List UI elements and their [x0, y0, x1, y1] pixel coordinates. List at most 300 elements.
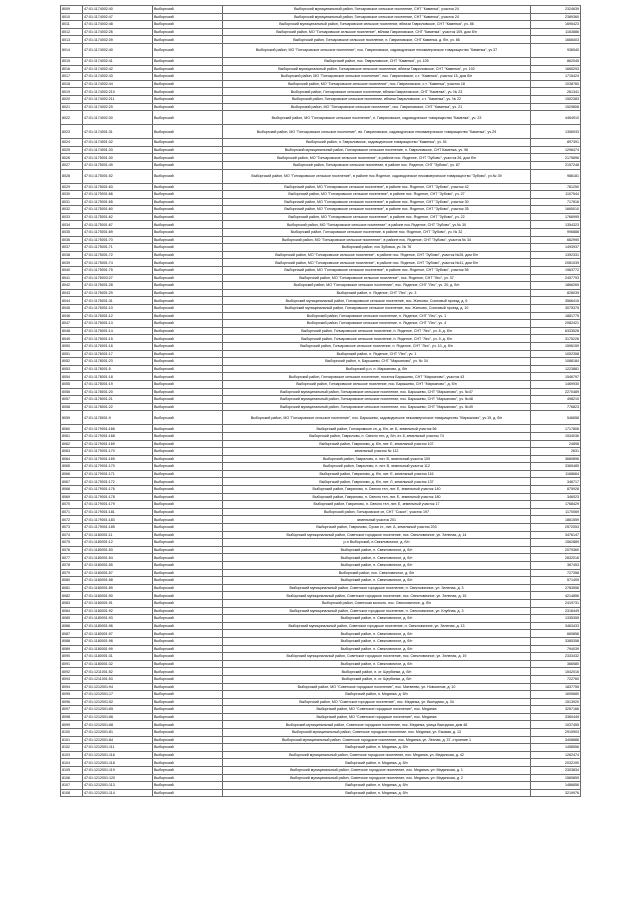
- value-cell: 1562889: [531, 539, 581, 547]
- district-cell: Выборгский: [153, 125, 223, 139]
- district-cell: Выборгский: [153, 229, 223, 237]
- cadastral-number-cell: 47:01:1174001:33: [83, 146, 153, 154]
- value-cell: 2175896: [531, 154, 581, 162]
- district-cell: Выборгский: [153, 388, 223, 396]
- district-cell: Выборгский: [153, 111, 223, 125]
- table-row: [61, 36, 581, 44]
- table-row: [61, 236, 581, 244]
- row-number-cell: 8045: [61, 305, 83, 313]
- table-row: [61, 425, 581, 433]
- row-number-cell: 8027: [61, 161, 83, 169]
- district-cell: Выборгский: [153, 729, 223, 737]
- table-row: [61, 161, 581, 169]
- district-cell: Выборгский: [153, 524, 223, 532]
- address-cell: Выборгский район, п. Свекловичное, д. б/н: [223, 577, 531, 585]
- value-cell: 571405: [531, 577, 581, 585]
- table-row: [61, 411, 581, 425]
- address-cell: Выборгский район, МО "Гончаровское сельское поселение", в районе пос. Яхденое, СНТ "Зубово", участок №26, дом б/н: [223, 251, 531, 259]
- row-number-cell: 8062: [61, 440, 83, 448]
- value-cell: 4464910: [531, 111, 581, 125]
- row-number-cell: 8034: [61, 221, 83, 229]
- value-cell: 1963772: [531, 267, 581, 275]
- address-cell: Выборгский район, Гаврилово, п. Свекло тел, лит. Е, земельный участок 180: [223, 493, 531, 501]
- row-number-cell: 8086: [61, 622, 83, 630]
- district-cell: Выборгский: [153, 65, 223, 73]
- address-cell: Выборгский район, п. Медянка, д. б/н: [223, 691, 531, 699]
- cadastral-number-cell: 47:01:1175001:60: [83, 206, 153, 214]
- value-cell: 1546797: [531, 373, 581, 381]
- table-row: [61, 213, 581, 221]
- table-row: [61, 524, 581, 532]
- table-row: [61, 169, 581, 183]
- cadastral-number-cell: 47:01:1174002:211: [83, 95, 153, 103]
- value-cell: 2303834: [531, 767, 581, 775]
- row-number-cell: 8051: [61, 350, 83, 358]
- district-cell: Выборгский: [153, 221, 223, 229]
- district-cell: Выборгский: [153, 289, 223, 297]
- value-cell: 1665010: [531, 206, 581, 214]
- address-cell: Выборгский район, п. ст. Щербинки, д. б/н: [223, 675, 531, 683]
- cadastral-number-cell: 47:01:1175001:74: [83, 259, 153, 267]
- value-cell: 1296474: [531, 146, 581, 154]
- cadastral-number-cell: 47:01:1176001:29: [83, 289, 153, 297]
- value-cell: 1262474: [531, 751, 581, 759]
- row-number-cell: 8014: [61, 43, 83, 57]
- row-number-cell: 8103: [61, 751, 83, 759]
- cadastral-number-cell: 47:01:1174002:40: [83, 6, 153, 14]
- row-number-cell: 8012: [61, 28, 83, 36]
- district-cell: Выборгский: [153, 154, 223, 162]
- table-row: [61, 251, 581, 259]
- value-cell: 1493937: [531, 244, 581, 252]
- row-number-cell: 8021: [61, 103, 83, 111]
- row-number-cell: 8099: [61, 721, 83, 729]
- address-cell: Выборгский район, МО "Гончаровское сельское поселение", в районе пос. Яхденое, СНТ "Зубово", участок № 34: [223, 236, 531, 244]
- address-cell: Выборгский муниципальный район, Гончаровское сельское поселение, пос. Барышево, СНТ "Марьяново", уч. №48: [223, 396, 531, 404]
- value-cell: 1861559: [531, 516, 581, 524]
- value-cell: 662990: [531, 236, 581, 244]
- cadastral-number-cell: 47:01:1174002:44: [83, 80, 153, 88]
- cadastral-number-cell: 47:01:1174002:43: [83, 73, 153, 81]
- address-cell: земельный участок № 112: [223, 448, 531, 456]
- value-cell: 546658: [531, 411, 581, 425]
- address-cell: Выборгский муниципальный район, Гончаровское сельское поселение, СНТ "Каменка", участок 24: [223, 13, 531, 21]
- district-cell: Выборгский: [153, 36, 223, 44]
- value-cell: 1356933: [531, 125, 581, 139]
- address-cell: Выборгский район, п. Свекловичное, д. б/н: [223, 645, 531, 653]
- district-cell: Выборгский: [153, 440, 223, 448]
- district-cell: Выборгский: [153, 486, 223, 494]
- row-number-cell: 8088: [61, 637, 83, 645]
- value-cell: 988181: [531, 169, 581, 183]
- district-cell: Выборгский: [153, 305, 223, 313]
- value-cell: 1768429: [531, 501, 581, 509]
- land-plot-register-table: [60, 5, 581, 797]
- cadastral-number-cell: 47:01:1175001:72: [83, 251, 153, 259]
- value-cell: 936540: [531, 43, 581, 57]
- district-cell: Выборгский: [153, 698, 223, 706]
- cadastral-number-cell: 47:01:1180001:93: [83, 615, 153, 623]
- table-row: [61, 267, 581, 275]
- row-number-cell: 8010: [61, 13, 83, 21]
- cadastral-number-cell: 47:01:1179001:178: [83, 493, 153, 501]
- district-cell: Выборгский: [153, 335, 223, 343]
- cadastral-number-cell: 47:01:1179001:166: [83, 425, 153, 433]
- table-row: [61, 403, 581, 411]
- address-cell: Выборгский район, пос. Свекловичное, д. б/н: [223, 569, 531, 577]
- address-cell: Выборгский муниципальный район, Гончаровское сельское поселение, пос. Барышево, СНТ "Марьяново", уч. №47: [223, 388, 531, 396]
- value-cell: 24898: [531, 440, 581, 448]
- value-cell: 1565859: [531, 774, 581, 782]
- table-row: [61, 501, 581, 509]
- row-number-cell: 8032: [61, 206, 83, 214]
- row-number-cell: 8029: [61, 183, 83, 191]
- row-number-cell: 8061: [61, 432, 83, 440]
- district-cell: Выборгский: [153, 191, 223, 199]
- row-number-cell: 8030: [61, 191, 83, 199]
- row-number-cell: 8079: [61, 569, 83, 577]
- address-cell: Выборгский район, МО "Гончаровское сельское поселение", вл. Гавриловское, садоводческое некоммерческое товарищество "Каменка", уч.29: [223, 125, 531, 139]
- address-cell: Выборгский район, Гончаровское сельское поселение, п. Яхденое, СНТ "Лес", уч. 10, д. б/н: [223, 342, 531, 350]
- value-cell: 346023: [531, 493, 581, 501]
- row-number-cell: 8067: [61, 478, 83, 486]
- table-row: [61, 782, 581, 790]
- address-cell: Выборгский район, Гаврилово, п. Свекло тел, д. б/н, ат. 8, земельный участок 74: [223, 432, 531, 440]
- value-cell: 1665293: [531, 65, 581, 73]
- cadastral-number-cell: 47:01:1178001:20: [83, 388, 153, 396]
- table-row: [61, 21, 581, 29]
- value-cell: 1837755: [531, 683, 581, 691]
- cadastral-number-cell: 47:01:1179001:181: [83, 508, 153, 516]
- district-cell: Выборгский: [153, 396, 223, 404]
- district-cell: Выборгский: [153, 88, 223, 96]
- value-cell: 1335355: [531, 615, 581, 623]
- district-cell: Выборгский: [153, 546, 223, 554]
- district-cell: Выборгский: [153, 251, 223, 259]
- district-cell: Выборгский: [153, 584, 223, 592]
- table-row: [61, 675, 581, 683]
- address-cell: Выборгский район, п. Барышево, СНТ "Марьяново", уч. № 34: [223, 358, 531, 366]
- district-cell: Выборгский: [153, 691, 223, 699]
- table-row: [61, 28, 581, 36]
- address-cell: Выборгский район, п. Медянка, д. б/н: [223, 744, 531, 752]
- address-cell: Выборгский район, пос Зубовка, уч. № 76: [223, 244, 531, 252]
- value-cell: 6333528: [531, 327, 581, 335]
- cadastral-number-cell: 47:01:1175001:49: [83, 161, 153, 169]
- address-cell: Выборгский район, МО "Гончаровское сельское поселение", пос. Гавриловское, садоводческое некоммерческое товарищество "Каменка", уч.37: [223, 43, 531, 57]
- cadastral-number-cell: 47:01:1212001:114: [83, 789, 153, 797]
- district-cell: Выборгский: [153, 365, 223, 373]
- cadastral-number-cell: 47:01:1175001:66: [83, 191, 153, 199]
- row-number-cell: 8059: [61, 411, 83, 425]
- address-cell: Выборгский район, МО "Гончаровское сельское поселение", в районе пос.Яхденое, садоводческое некоммерческое товарищество "Зубово", уч.№ 39: [223, 169, 531, 183]
- row-number-cell: 8105: [61, 767, 83, 775]
- table-row: [61, 691, 581, 699]
- district-cell: Выборгский: [153, 493, 223, 501]
- cadastral-number-cell: 47:01:1180001:99: [83, 645, 153, 653]
- address-cell: Выборгский район, МО "Гончаровское сельское поселение", пос. Барышево, садоводческое некоммерческое товарищество "Марьяново", уч.19, д. б/н: [223, 411, 531, 425]
- table-row: [61, 373, 581, 381]
- row-number-cell: 8060: [61, 425, 83, 433]
- address-cell: Выборгский муниципальный район, Советское городское поселение, пос. Медянка, ул. Медянская, д. 1: [223, 767, 531, 775]
- district-cell: Выборгский: [153, 569, 223, 577]
- cadastral-number-cell: 47:01:1179001:169: [83, 455, 153, 463]
- row-number-cell: 8080: [61, 577, 83, 585]
- cadastral-number-cell: 47:01:1180001:53: [83, 546, 153, 554]
- address-cell: Выборгский район, Гаврилово, п. Свекло тел, лит. Е, земельный участок 17: [223, 501, 531, 509]
- table-row: [61, 388, 581, 396]
- value-cell: 1037455: [531, 721, 581, 729]
- address-cell: Выборгский район, п. Гавриловское, садоводческое товарищество "Каменка", уч. 51: [223, 139, 531, 147]
- table-row: [61, 668, 581, 676]
- address-cell: Выборгский район, Гончаровское сельское поселение, поселок Барышево, СНТ "Марьяново", участок 43: [223, 373, 531, 381]
- address-cell: Выборгский район, МО "Гончаровское сельское поселение", в районе пос. Яхденое, СНТ "Зубово", участок 30: [223, 198, 531, 206]
- row-number-cell: 8108: [61, 789, 83, 797]
- value-cell: 3566415: [531, 297, 581, 305]
- row-number-cell: 8063: [61, 448, 83, 456]
- address-cell: Выборгский район, Гончаровское сельское поселение, п. Яхденое, СНТ "Лес", уч. 1: [223, 312, 531, 320]
- district-cell: Выборгский: [153, 637, 223, 645]
- table-row: [61, 365, 581, 373]
- district-cell: Выборгский: [153, 668, 223, 676]
- row-number-cell: 8044: [61, 297, 83, 305]
- row-number-cell: 8070: [61, 501, 83, 509]
- value-cell: 1529808: [531, 103, 581, 111]
- row-number-cell: 8019: [61, 88, 83, 96]
- district-cell: Выборгский: [153, 103, 223, 111]
- address-cell: Выборгский муниципальный район, Гончаровское сельское поселение, СНТ "Каменка", участок 24: [223, 6, 531, 14]
- cadastral-number-cell: 47:01:1212001:119: [83, 767, 153, 775]
- row-number-cell: 8102: [61, 744, 83, 752]
- cadastral-number-cell: 47:01:1179001:185: [83, 524, 153, 532]
- cadastral-number-cell: 47:01:1180001:98: [83, 637, 153, 645]
- table-row: [61, 539, 581, 547]
- district-cell: Выборгский: [153, 206, 223, 214]
- value-cell: 862045: [531, 57, 581, 65]
- value-cell: 3689896: [531, 455, 581, 463]
- row-number-cell: 8078: [61, 562, 83, 570]
- row-number-cell: 8050: [61, 342, 83, 350]
- row-number-cell: 8071: [61, 508, 83, 516]
- address-cell: Выборгский муниципальный район, Гончаровское сельское поселение, пос. Житково, Сосновый проезд, д. 10: [223, 305, 531, 313]
- address-cell: Выборгский район, Гаврилово, д. б/н, лит. Е, земельный участок 116: [223, 470, 531, 478]
- row-number-cell: 8096: [61, 698, 83, 706]
- cadastral-number-cell: 47:01:1176001:13: [83, 320, 153, 328]
- value-cell: 1038760: [531, 80, 581, 88]
- district-cell: Выборгский: [153, 95, 223, 103]
- value-cell: 776823: [531, 403, 581, 411]
- address-cell: Выборгский район, п. Свекловичное, д. б/н: [223, 630, 531, 638]
- table-row: [61, 88, 581, 96]
- cadastral-number-cell: 47:01:1174001:32: [83, 139, 153, 147]
- row-number-cell: 8048: [61, 327, 83, 335]
- address-cell: Выборгский район, Гаврилово, п. лит. В, земельный участок 112: [223, 463, 531, 471]
- cadastral-number-cell: 47:01:1178001:5: [83, 365, 153, 373]
- value-cell: 1695423: [531, 21, 581, 29]
- cadastral-number-cell: 47:01:1179001:171: [83, 470, 153, 478]
- address-cell: Выборгский район, п. Свекловичное, д. б/н: [223, 554, 531, 562]
- address-cell: Выборгский район, п. Свекловичное, д. б/н: [223, 546, 531, 554]
- address-cell: Выборгский район, МО "Советское городское поселение", пос. Медянка: [223, 713, 531, 721]
- cadastral-number-cell: 47:01:1176001:28: [83, 282, 153, 290]
- table-row: [61, 154, 581, 162]
- value-cell: 2081039: [531, 259, 581, 267]
- district-cell: Выборгский: [153, 531, 223, 539]
- table-row: [61, 516, 581, 524]
- cadastral-number-cell: 47:01:1178001:19: [83, 380, 153, 388]
- value-cell: 346717: [531, 478, 581, 486]
- address-cell: Выборгский муниципальный район, Советское городское поселение, пос. Свекловичное, ул. Зеленая, д. 19: [223, 653, 531, 661]
- table-row: [61, 448, 581, 456]
- district-cell: Выборгский: [153, 274, 223, 282]
- row-number-cell: 8053: [61, 365, 83, 373]
- cadastral-number-cell: 47:01:1175001:52: [83, 169, 153, 183]
- cadastral-number-cell: 47:01:1174002:40: [83, 43, 153, 57]
- row-number-cell: 8093: [61, 675, 83, 683]
- value-cell: 366580: [531, 660, 581, 668]
- row-number-cell: 8026: [61, 154, 83, 162]
- address-cell: Выборгский муниципальный район, Советское городское поселение, пос. Медянка, ул. Ежовая, д. 13: [223, 729, 531, 737]
- cadastral-number-cell: 47:01:1176001:17: [83, 350, 153, 358]
- address-cell: Выборгский район, МО "Гончаровское сельское поселение", пос. Гавриловское, СНТ "Каменка", уч. 21: [223, 103, 531, 111]
- row-number-cell: 8092: [61, 668, 83, 676]
- district-cell: Выборгский: [153, 622, 223, 630]
- cadastral-number-cell: 47:01:1211001:53: [83, 675, 153, 683]
- row-number-cell: 8023: [61, 125, 83, 139]
- table-row: [61, 320, 581, 328]
- address-cell: Выборгский район, МО "Советское городское поселение", пос. Медянка: [223, 706, 531, 714]
- row-number-cell: 8041: [61, 274, 83, 282]
- cadastral-number-cell: 47:01:1175001:75: [83, 267, 153, 275]
- row-number-cell: 8097: [61, 706, 83, 714]
- table-row: [61, 282, 581, 290]
- row-number-cell: 8077: [61, 554, 83, 562]
- row-number-cell: 8066: [61, 470, 83, 478]
- address-cell: Выборгский район, п. Яхденое, СНТ "Лес", уч. 1: [223, 350, 531, 358]
- address-cell: Выборгский район, п. ст. Щербинки, д. б/н: [223, 668, 531, 676]
- cadastral-number-cell: 47:01:1180001:31: [83, 653, 153, 661]
- cadastral-number-cell: 47:01:1179001:169: [83, 440, 153, 448]
- cadastral-number-cell: 47:01:1180001:54: [83, 554, 153, 562]
- row-number-cell: 8081: [61, 584, 83, 592]
- cadastral-number-cell: 47:01:1174002:26: [83, 28, 153, 36]
- district-cell: Выборгский: [153, 645, 223, 653]
- district-cell: Выборгский: [153, 161, 223, 169]
- cadastral-number-cell: 47:01:1174002:42: [83, 65, 153, 73]
- table-row: [61, 698, 581, 706]
- table-row: [61, 592, 581, 600]
- row-number-cell: 8069: [61, 493, 83, 501]
- cadastral-number-cell: 47:01:1175001:63: [83, 183, 153, 191]
- value-cell: 2157248: [531, 161, 581, 169]
- value-cell: 669856: [531, 630, 581, 638]
- row-number-cell: 8028: [61, 169, 83, 183]
- row-number-cell: 8018: [61, 80, 83, 88]
- row-number-cell: 8057: [61, 396, 83, 404]
- cadastral-number-cell: 47:01:1176003:27: [83, 274, 153, 282]
- row-number-cell: 8033: [61, 213, 83, 221]
- address-cell: Выборгский район, МО "Гончаровское сельское поселение", в районе пос. Яхденое, СНТ "Зубово", участок 35: [223, 206, 531, 214]
- district-cell: Выборгский: [153, 312, 223, 320]
- table-row: [61, 478, 581, 486]
- table-row: [61, 653, 581, 661]
- value-cell: 897391: [531, 139, 581, 147]
- value-cell: 261341: [531, 88, 581, 96]
- row-number-cell: 8011: [61, 21, 83, 29]
- table-row: [61, 607, 581, 615]
- value-cell: 2419731: [531, 599, 581, 607]
- address-cell: Выборгский район, Гончаровское сельское поселение, в районе пос. Яхденое, СНТ "Зубово", уч. 87: [223, 161, 531, 169]
- row-number-cell: 8013: [61, 36, 83, 44]
- cadastral-number-cell: 47:01:1175001:30: [83, 154, 153, 162]
- address-cell: Выборгский район, МО "Гончаровское сельское поселение", в районе пос. Яхденое, СНТ "Зубово", участок 42: [223, 183, 531, 191]
- district-cell: Выборгский: [153, 244, 223, 252]
- table-row: [61, 80, 581, 88]
- row-number-cell: 8024: [61, 139, 83, 147]
- row-number-cell: 8087: [61, 630, 83, 638]
- cadastral-number-cell: 47:01:1212001:116: [83, 751, 153, 759]
- cadastral-number-cell: 47:01:1211001:52: [83, 668, 153, 676]
- address-cell: Выборгский район, п. Свекловичное, д. б/н: [223, 660, 531, 668]
- value-cell: 1392331: [531, 251, 581, 259]
- row-number-cell: 8064: [61, 455, 83, 463]
- district-cell: Выборгский: [153, 744, 223, 752]
- row-number-cell: 8094: [61, 683, 83, 691]
- cadastral-number-cell: 47:01:1212001:52: [83, 698, 153, 706]
- cadastral-number-cell: 47:01:1180001:92: [83, 607, 153, 615]
- district-cell: Выборгский: [153, 169, 223, 183]
- address-cell: Выборгский район, Гаврилово, д. б/н, лит. Е, земельный участок 107: [223, 440, 531, 448]
- cadastral-number-cell: 47:01:1175001:70: [83, 236, 153, 244]
- address-cell: Выборгский район, Гончаровское сельское поселение, п. Яхденое, СНТ "Лес", уч. 4: [223, 320, 531, 328]
- table-row: [61, 637, 581, 645]
- row-number-cell: 8016: [61, 65, 83, 73]
- table-row: [61, 432, 581, 440]
- address-cell: Выборгский район, пос. Гавриловское, СНТ "Каменка", уч. 105: [223, 57, 531, 65]
- table-row: [61, 13, 581, 21]
- cadastral-number-cell: 47:01:1180001:32: [83, 660, 153, 668]
- district-cell: Выборгский: [153, 706, 223, 714]
- address-cell: Выборгский район, МО "Гончаровское сельское поселение", в районе пос. Яхденое, СНТ "Зубово", уч. 22: [223, 213, 531, 221]
- address-cell: Выборгский муниципальный район, Гончаровское сельское поселение, п. Гавриловское, СНТ Каменка, уч. 96: [223, 146, 531, 154]
- value-cell: 2082421: [531, 320, 581, 328]
- district-cell: Выборгский: [153, 373, 223, 381]
- district-cell: Выборгский: [153, 653, 223, 661]
- value-cell: 1170069: [531, 508, 581, 516]
- district-cell: Выборгский: [153, 713, 223, 721]
- cadastral-number-cell: 47:01:1212001:65: [83, 706, 153, 714]
- value-cell: 3365485: [531, 463, 581, 471]
- value-cell: 1866269: [531, 282, 581, 290]
- district-cell: Выборгский: [153, 615, 223, 623]
- cadastral-number-cell: 47:01:1179001:183: [83, 516, 153, 524]
- table-row: [61, 297, 581, 305]
- value-cell: 2631: [531, 448, 581, 456]
- address-cell: Выборгский район, Гаврилово, п. Свекло тел, лит. Е, земельный участок 140: [223, 486, 531, 494]
- table-row: [61, 554, 581, 562]
- cadastral-number-cell: 47:01:1175001:62: [83, 213, 153, 221]
- cadastral-number-cell: 47:01:1212001:94: [83, 683, 153, 691]
- district-cell: Выборгский: [153, 320, 223, 328]
- district-cell: Выборгский: [153, 463, 223, 471]
- row-number-cell: 8090: [61, 653, 83, 661]
- value-cell: 1881775: [531, 312, 581, 320]
- value-cell: 2324639: [531, 6, 581, 14]
- district-cell: Выборгский: [153, 21, 223, 29]
- table-row: [61, 139, 581, 147]
- district-cell: Выборгский: [153, 630, 223, 638]
- value-cell: 1486856: [531, 782, 581, 790]
